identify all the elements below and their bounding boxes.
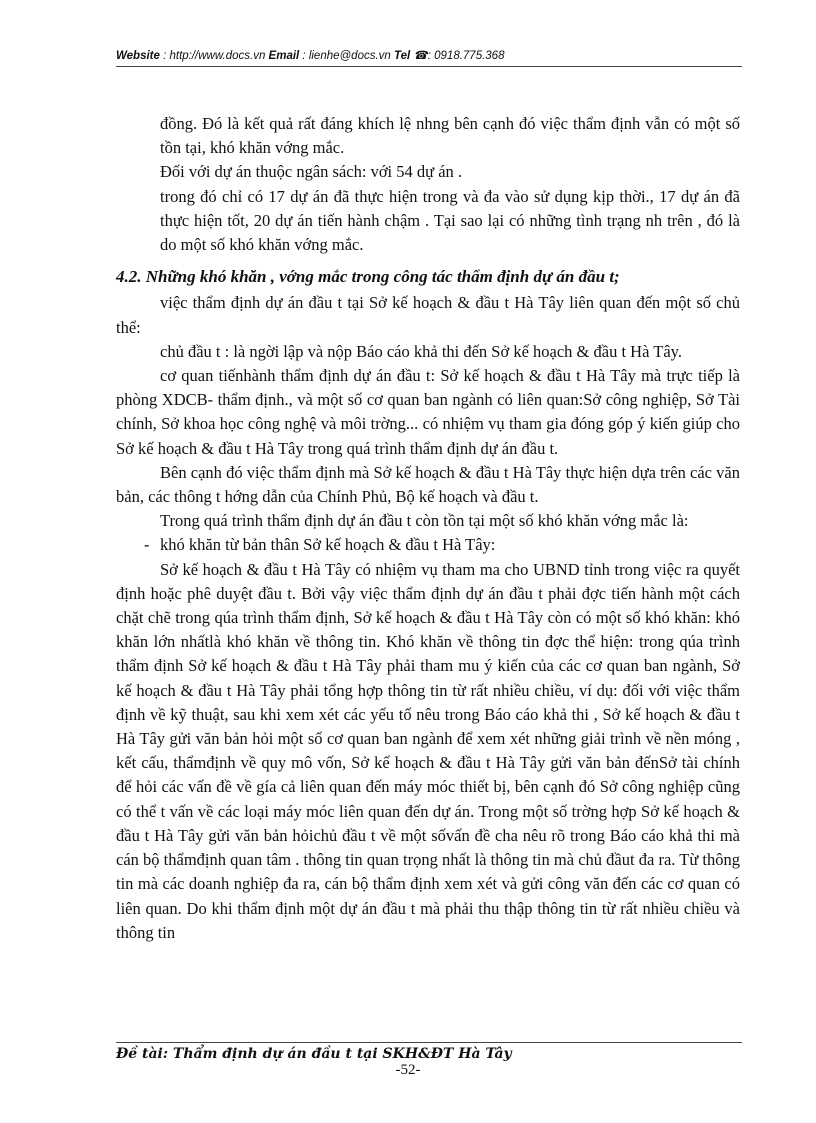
paragraph-5: chủ đầu t : là ngời lập và nộp Báo cáo khả thi đến Sở kế hoạch & đầu t Hà Tây. bbox=[160, 341, 682, 361]
page-header bbox=[116, 48, 740, 62]
bullet-text: khó khăn từ bản thân Sở kế hoạch & đầu t Hà Tây: bbox=[160, 535, 496, 555]
website-label: Website bbox=[116, 50, 160, 62]
paragraph-6: cơ quan tiếnhành thẩm định dự án đầu t: Sở kế hoạch & đầu t Hà Tây mà trực tiếp là phòng XDCB- thẩm định., và một số cơ quan ban ngành có liên quan:Sở công nghiệp, Sở Tài chính, Sở khoa học công nghệ và môi trờng... có nhiệm vụ tham gia đóng góp ý kiến giúp cho Sở kế hoạch & đầu t Hà Tây trong quá trình thẩm định dự án đầu t. bbox=[116, 366, 740, 458]
page-number: -52- bbox=[395, 1062, 421, 1078]
section-heading: 4.2. Những khó khăn , vớng mắc trong công tác thẩm định dự án đầu t; bbox=[116, 267, 620, 287]
paragraph-3: trong đó chỉ có 17 dự án đã thực hiện trong và đa vào sử dụng kịp thời., 17 dự án đã thực hiện tốt, 20 dự án tiến hành chậm . Tại sao lại có những tình trạng nh trên , đó là do một số khó khăn vớng mắc. bbox=[160, 186, 740, 255]
bullet-dash: - bbox=[144, 535, 150, 555]
footer-topic: Đề tài: Thẩm định dự án đầu t tại SKH&ĐT Hà Tây bbox=[116, 1046, 512, 1062]
paragraph-9: Sở kế hoạch & đầu t Hà Tây có nhiệm vụ tham ma cho UBND tỉnh trong việc ra quyết định hoặc phê duyệt đầu t. Bởi vậy việc thẩm định dự án đầu t phải đợc tiến hành một cách chặt chẽ trong qúa trình thẩm định, Sở kế hoạch & đầu t Hà Tây còn có một số khó khăn: khó khăn lớn nhấtlà khó khăn về thông tin. Khó khăn về thông tin đợc thể hiện: trong qúa trình thẩm định Sở kế hoạch & đầu t Hà Tây phải tham mu ý kiến của các cơ quan ban ngành, Sở kế hoạch & đầu t Hà Tây phải tổng hợp thông tin từ rất nhiều chiều, ví dụ: đối với việc thẩm định về kỹ thuật, sau khi xem xét các yếu tố nêu trong Báo cáo khả thi , Sở kế hoạch & đầu t Hà Tây gửi văn bản hỏi một số cơ quan ban ngành để xem xét những giải trình về nền móng , kết cấu, thẩmđịnh về quy mô vốn, Sở kế hoạch & đầu t Hà Tây gửi văn bản đếnSở tài chính để hỏi các vấn đề về gía cả liên quan đến máy móc thiết bị, bên cạnh đó Sở công nghiệp cũng có thể t vấn về các loại máy móc liên quan đến dự án. Trong một số trờng hợp Sở kế hoạch & đầu t Hà Tây gửi văn bản hỏichủ đầu t về một sốvấn đề cha nêu rõ trong Báo cáo khả thi mà cán bộ thẩmđịnh quan tâm . thông tin quan trọng nhất là thông tin mà chủ đầut đa ra. Từ thông tin mà các doanh nghiệp đa ra, cán bộ thẩm định xem xét và gửi công văn đến các cơ quan có liên quan. Do khi thẩm định một dự án đầu t mà phải thu thập thông tin từ rất nhiều chiều và thông tin bbox=[116, 559, 740, 942]
bullet-item bbox=[116, 533, 740, 557]
tel-value: ☎: 0918.775.368 bbox=[410, 50, 505, 62]
paragraph-7: Bên cạnh đó việc thẩm định mà Sở kế hoạch & đầu t Hà Tây thực hiện dựa trên các văn bản, các thông t hớng dẫn của Chính Phủ, Bộ kế hoạch và đầu t. bbox=[116, 462, 740, 507]
document-body bbox=[116, 112, 740, 945]
paragraph-2: Đối với dự án thuộc ngân sách: với 54 dự án . bbox=[160, 162, 463, 182]
paragraph-4: việc thẩm định dự án đầu t tại Sở kế hoạch & đầu t Hà Tây liên quan đến một số chủ thể: bbox=[116, 293, 740, 337]
footer-divider bbox=[116, 1042, 742, 1043]
header-divider bbox=[116, 66, 742, 67]
email-value: : lienhe@docs.vn bbox=[299, 50, 395, 62]
email-label: Email bbox=[268, 50, 300, 62]
tel-label: Tel bbox=[394, 50, 411, 62]
paragraph-8: Trong quá trình thẩm định dự án đầu t còn tồn tại một số khó khăn vớng mắc là: bbox=[160, 511, 689, 531]
paragraph-1: đồng. Đó là kết quả rất đáng khích lệ nhng bên cạnh đó việc thẩm định vẫn có một số tồn tại, khó khăn vớng mắc. bbox=[160, 114, 740, 158]
website-value: : http://www.docs.vn bbox=[159, 50, 269, 62]
